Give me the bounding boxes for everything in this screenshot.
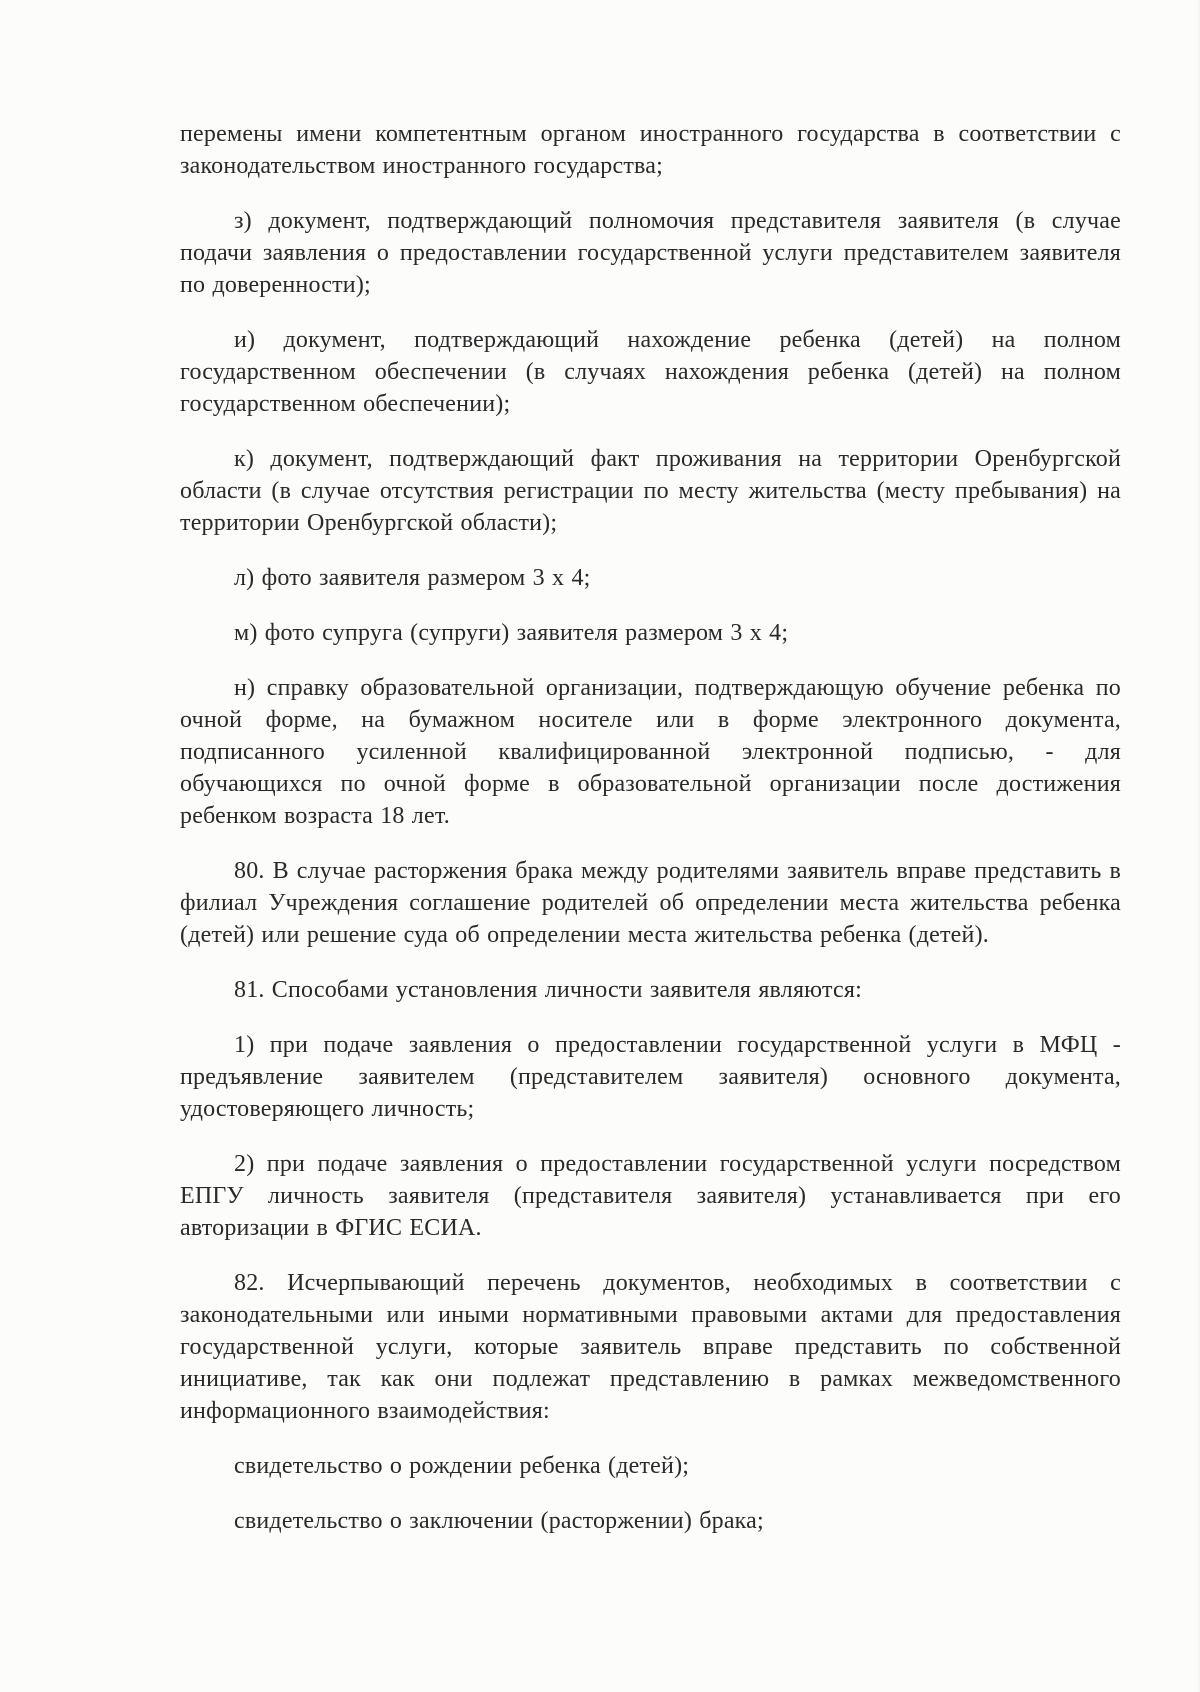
paragraph-80: 80. В случае расторжения брака между родителями заявитель вправе представить в филиал Учреждения соглашение родителей об определении места жительства ребенка (детей) или решение суда об определении места жительства ребенка (детей). bbox=[180, 858, 1121, 948]
paragraph-name-change-continuation: перемены имени компетентным органом иностранного государства в соответствии с законодательством иностранного государства; bbox=[180, 121, 1121, 179]
paragraph-item-n: н) справку образовательной организации, подтверждающую обучение ребенка по очной форме, на бумажном носителе или в форме электронного документа, подписанного усиленной квалифицированной электронной подписью, - для обучающихся по очной форме в образовательной организации после достижения ребенком возраста 18 лет. bbox=[180, 675, 1121, 829]
paragraph-82: 82. Исчерпывающий перечень документов, необходимых в соответствии с законодательными или иными нормативными правовыми актами для предоставления государственной услуги, которые заявитель вправе представить по собственной инициативе, так как они подлежат представлению в рамках межведомственного информационного взаимодействия: bbox=[180, 1270, 1121, 1424]
paragraph-item-k: к) документ, подтверждающий факт проживания на территории Оренбургской области (в случае отсутствия регистрации по месту жительства (месту пребывания) на территории Оренбургской области); bbox=[180, 446, 1121, 536]
paragraph-82-marriage-certificate: свидетельство о заключении (расторжении) брака; bbox=[234, 1508, 764, 1534]
paragraph-item-l: л) фото заявителя размером 3 х 4; bbox=[234, 565, 591, 591]
document-page bbox=[180, 118, 1121, 1560]
paragraph-item-i: и) документ, подтверждающий нахождение ребенка (детей) на полном государственном обеспечении (в случаях нахождения ребенка (детей) на полном государственном обеспечении); bbox=[180, 327, 1121, 417]
paragraph-item-m: м) фото супруга (супруги) заявителя размером 3 х 4; bbox=[234, 620, 789, 646]
paragraph-81: 81. Способами установления личности заявителя являются: bbox=[234, 977, 862, 1003]
paragraph-82-birth-certificate: свидетельство о рождении ребенка (детей); bbox=[234, 1453, 690, 1479]
paragraph-item-z: з) документ, подтверждающий полномочия представителя заявителя (в случае подачи заявления о предоставлении государственной услуги представителем заявителя по доверенности); bbox=[180, 208, 1121, 298]
paragraph-81-item-1: 1) при подаче заявления о предоставлении государственной услуги в МФЦ - предъявление заявителем (представителем заявителя) основного документа, удостоверяющего личность; bbox=[180, 1032, 1121, 1122]
paragraph-81-item-2: 2) при подаче заявления о предоставлении государственной услуги посредством ЕПГУ личность заявителя (представителя заявителя) устанавливается при его авторизации в ФГИС ЕСИА. bbox=[180, 1151, 1121, 1241]
